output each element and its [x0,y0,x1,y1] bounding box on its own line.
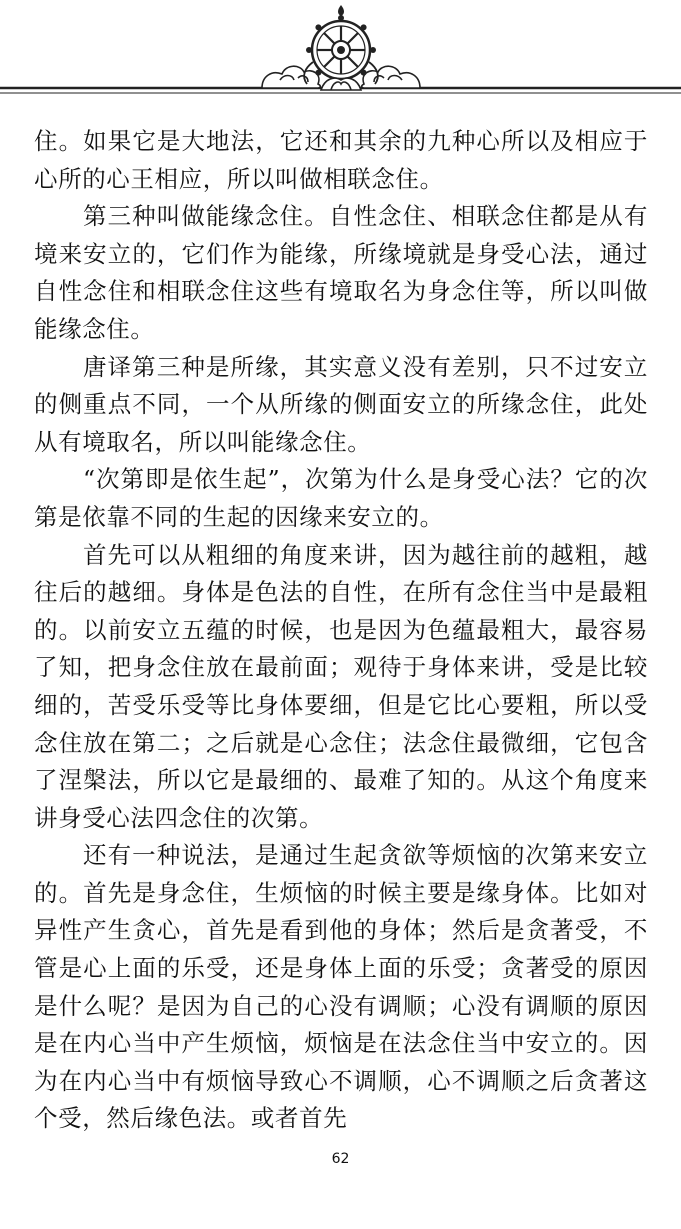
paragraph: 第三种叫做能缘念住。自性念住、相联念住都是从有境来安立的，它们作为能缘，所缘境就是身受心法，通过自性念住和相联念住这些有境取名为身念住等，所以叫做能缘念住。 [34,202,648,343]
dharma-wheel-icon [0,0,681,110]
paragraph: “次第即是依生起”，次第为什么是身受心法？它的次第是依靠不同的生起的因缘来安立的。 [34,465,648,531]
paragraph: 首先可以从粗细的角度来讲，因为越往前的越粗，越往后的越细。身体是色法的自性，在所有念住当中是最粗的。以前安立五蕴的时候，也是因为色蕴最粗大，最容易了知，把身念住放在最前面；观待于身体来讲，受是比较细的，苦受乐受等比身体要细，但是它比心要粗，所以受念住放在第二；之后就是心念住；法念住最微细，它包含了涅槃法，所以它是最细的、最难了知的。从这个角度来讲身受心法四念住的次第。 [34,540,648,832]
paragraph: 还有一种说法，是通过生起贪欲等烦恼的次第来安立的。首先是身念住，生烦恼的时候主要是缘身体。比如对异性产生贪心，首先是看到他的身体；然后是贪著受，不管是心上面的乐受，还是身体上面的乐受；贪著受的原因是什么呢？是因为自己的心没有调顺；心没有调顺的原因是在内心当中产生烦恼，烦恼是在法念住当中安立的。因为在内心当中有烦恼导致心不调顺，心不调顺之后贪著这个受，然后缘色法。或者首先 [34,841,648,1133]
paragraph: 住。如果它是大地法，它还和其余的九种心所以及相应于心所的心王相应，所以叫做相联念住。 [34,127,648,193]
page-number: 62 [331,1151,350,1167]
page-header-ornament [0,0,681,110]
paragraph: 唐译第三种是所缘，其实意义没有差别，只不过安立的侧重点不同，一个从所缘的侧面安立的所缘念住，此处从有境取名，所以叫能缘念住。 [34,352,648,456]
body-text [34,123,648,1138]
